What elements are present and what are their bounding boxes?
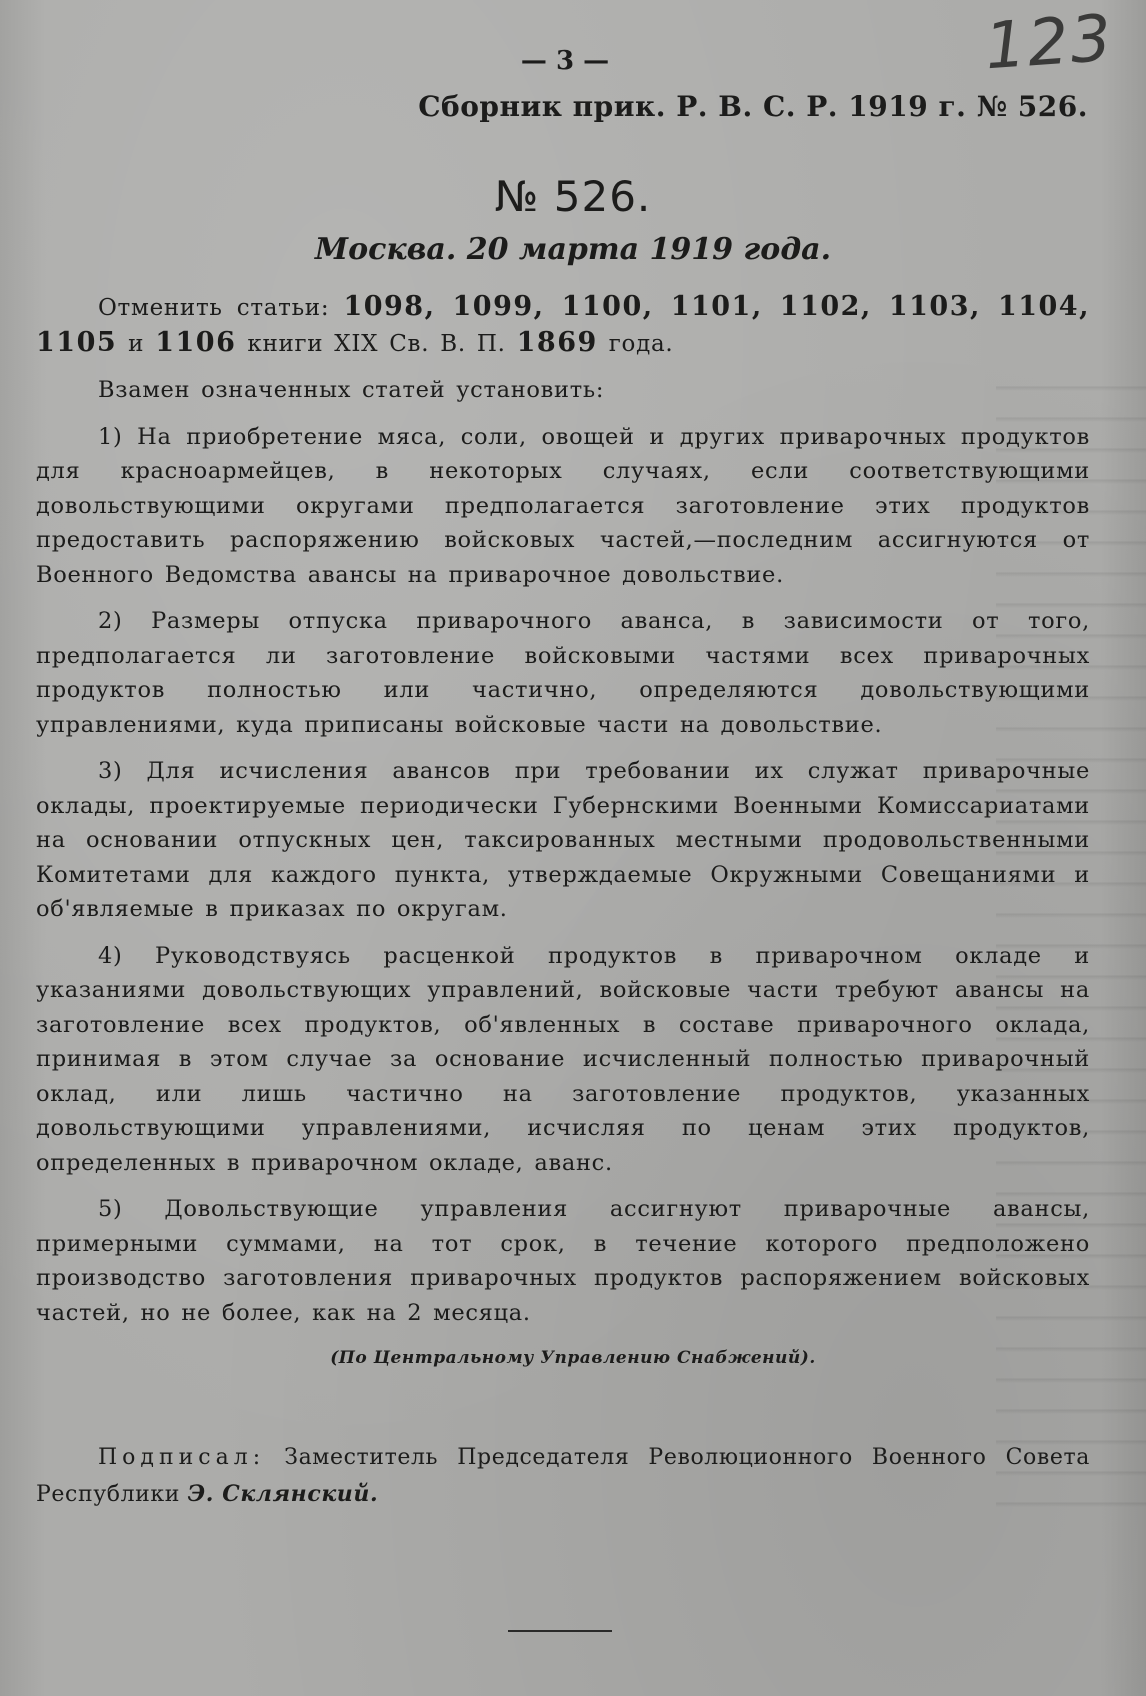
clause-4: 4) Руководствуясь расценкой продуктов в приварочном окладе и указаниями довольствующих управлений, войсковые части требуют авансы на заготовление всех продуктов, об'явленных в составе приварочного оклада, принимая в этом случае за основание исчисленный полностью приварочный оклад, или лишь частично на заготовление продуктов, указанных довольствующими управлениями, исчисляя по ценам этих продуктов, определенных в приварочном окладе, аванс. xyxy=(36,942,1090,1176)
intro-paragraph: Взамен означенных статей установить: xyxy=(98,377,605,403)
clause-2: 2) Размеры отпуска приварочного аванса, в зависимости от того, предполагается ли заготовление войсковыми частями всех приварочных продуктов полностью или частично, определяются довольствующими управлениями, куда приписаны войсковые части на довольствие. xyxy=(36,608,1090,738)
clause-3: 3) Для исчисления авансов при требовании их служат приварочные оклады, проектируемые периодически Губернскими Военными Комиссариатами на основании отпускных цен, таксированных местными продовольственными Комитетами для каждого пункта, утверждаемые Окружными Совещаниями и об'являемые в приказах по округам. xyxy=(36,758,1090,922)
closing-rule xyxy=(508,1630,612,1632)
running-head: Сборник прик. Р. В. С. Р. 1919 г. № 526. xyxy=(418,90,1088,123)
preamble-articles: 1098, 1099, 1100, 1101, 1102, 1103, 1104, 1105 xyxy=(36,291,1090,358)
signature-label: Подписал: xyxy=(98,1445,266,1470)
signer-name: Э. Склянский. xyxy=(187,1481,379,1507)
preamble-paragraph xyxy=(36,290,1090,361)
preamble-year: 1869 xyxy=(516,326,598,358)
preamble-text-a: Отменить статьи: xyxy=(98,295,344,321)
order-number: № 526. xyxy=(494,172,652,221)
source-note: (По Центральному Управлению Снабжений). xyxy=(330,1348,816,1368)
preamble-text-c: книги XIX Св. В. П. xyxy=(236,330,517,357)
signature-position: Заместитель Председателя Революционного Военного Совета Республики xyxy=(36,1445,1090,1507)
clause-1: 1) На приобретение мяса, соли, овощей и других приварочных продуктов для красноармейцев, в некоторых случаях, если соответствующими довольствующими округами предполагается заготовление этих продуктов предоставить распоряжению войсковых частей,—последним ассигнуются от Военного Ведомства авансы на приварочное довольствие. xyxy=(36,423,1090,588)
preamble-text-d: года. xyxy=(597,330,674,357)
clause-5: 5) Довольствующие управления ассигнуют приварочные авансы, примерными суммами, на тот срок, в течение которого предположено производство заготовления приварочных продуктов распоряжением войсковых частей, но не более, как на 2 месяца. xyxy=(36,1196,1090,1326)
preamble-text-b: и xyxy=(117,330,156,357)
order-body xyxy=(36,290,1090,1342)
page-number: — 3 — xyxy=(520,46,610,76)
handwritten-archive-mark: 123 xyxy=(982,1,1116,85)
place-date: Москва. 20 марта 1919 года. xyxy=(314,232,832,267)
signature-block xyxy=(36,1440,1090,1513)
preamble-article-last: 1106 xyxy=(155,326,237,358)
